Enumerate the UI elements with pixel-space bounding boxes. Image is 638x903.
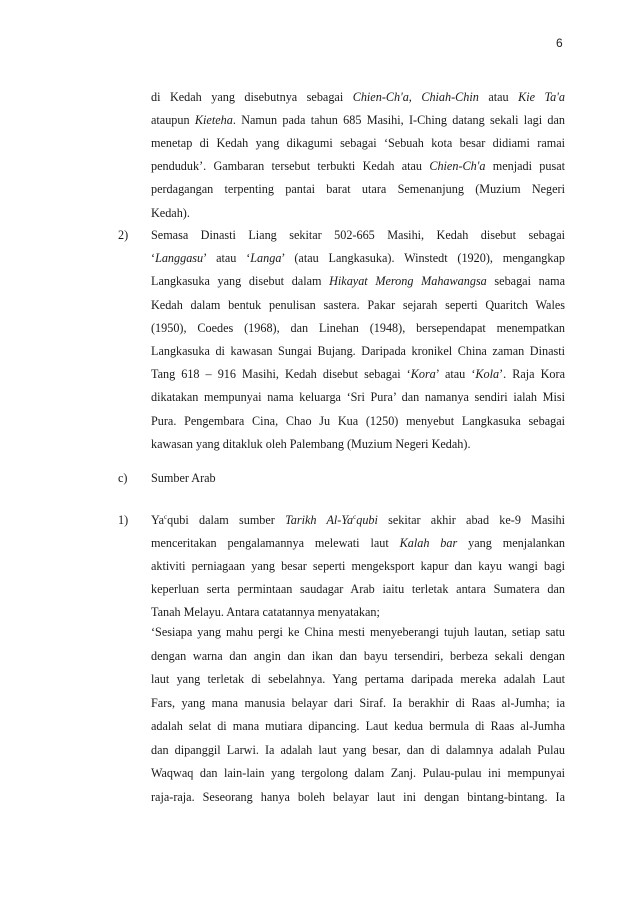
text-line	[151, 558, 565, 574]
italic-term: qubi	[356, 513, 378, 527]
text-span: adalah selat di mana mutiara dipancing. Laut kedua bermula di Raas al-Jumha	[151, 719, 565, 733]
text-line	[151, 624, 565, 640]
text-span: menceritakan pengalamannya melewati laut	[151, 536, 400, 551]
text-span: Fars, yang mana manusia belayar dari Siraf. Ia berakhir di Raas al-Jumha; ia	[151, 695, 565, 710]
italic-term: Chien-Ch'a, Chiah-Chin	[352, 90, 479, 104]
italic-term: Kora	[410, 367, 436, 382]
text-line	[151, 320, 565, 336]
text-line	[151, 436, 565, 452]
text-span: atau	[478, 90, 519, 104]
text-line	[151, 112, 565, 128]
text-span: Ya	[151, 513, 164, 527]
text-line	[151, 135, 565, 151]
text-span: raja-raja. Seseorang hanya boleh belayar laut ini dengan bintang-bintang. Ia	[151, 789, 565, 804]
text-span: . Namun pada tahun 685 Masihi, I-Ching datang sekali lagi dan	[232, 113, 566, 128]
text-span: yang menjalankan	[457, 536, 565, 551]
text-line	[151, 343, 565, 359]
superscript: c	[353, 513, 357, 521]
italic-term: Tarikh Al-Ya	[285, 513, 354, 527]
text-span: Kedah).	[151, 205, 190, 220]
text-span: ataupun	[151, 113, 195, 128]
text-span: ’. Raja Kora	[499, 367, 565, 382]
text-span: sebagai nama	[486, 274, 565, 289]
text-span: ’ atau ‘	[203, 251, 251, 266]
text-line	[151, 671, 565, 687]
text-span: menjadi pusat	[485, 159, 566, 174]
text-line	[151, 250, 565, 266]
text-span: Kedah dalam bentuk penulisan sastera. Pakar sejarah seperti Quaritch Wales	[151, 297, 565, 312]
text-span: Tang 618 – 916 Masihi, Kedah disebut sebagai ‘	[151, 367, 411, 382]
text-line	[151, 227, 565, 243]
text-line	[151, 512, 565, 528]
text-span: perdagangan terpenting pantai barat utara Semenanjung (Muzium Negeri	[151, 182, 565, 197]
text-line	[151, 765, 565, 781]
text-span: sekitar akhir abad ke-9 Masihi	[377, 513, 566, 527]
text-line	[151, 413, 565, 429]
text-span: Semasa Dinasti Liang sekitar 502-665 Masihi, Kedah disebut sebagai	[151, 228, 565, 242]
item-marker-2: 2)	[118, 228, 129, 242]
text-span: Langkasuka di kawasan Sungai Bujang. Daripada kronikel China zaman Dinasti	[151, 344, 565, 358]
text-span: Tanah Melayu. Antara catatannya menyatakan;	[151, 605, 380, 620]
text-line	[151, 366, 565, 382]
text-line	[151, 742, 565, 758]
italic-term: Chien-Ch'a	[429, 159, 486, 174]
text-line	[151, 181, 565, 197]
superscript: c	[164, 513, 168, 521]
text-span: laut yang terletak di sebelahnya. Yang pertama daripada mereka adalah Laut	[151, 672, 565, 686]
page-number: 6	[556, 36, 563, 50]
italic-term: Hikayat Merong Mahawangsa	[329, 274, 487, 289]
italic-term: Langgasu	[155, 251, 204, 266]
text-line	[151, 389, 565, 405]
text-span: ‘	[151, 251, 156, 266]
text-span: dan dipanggil Larwi. Ia adalah laut yang besar, dan di dalamnya adalah Pulau	[151, 742, 565, 757]
text-line	[151, 89, 565, 105]
text-span: ’ (atau Langkasuka). Winstedt (1920), mengangkap	[281, 251, 565, 266]
text-line	[151, 297, 565, 313]
italic-term: Kalah bar	[399, 536, 458, 551]
text-span: Waqwaq dan lain-lain yang tergolong dalam Zanj. Pulau-pulau ini mempunyai	[151, 766, 565, 780]
text-span: menetap di Kedah yang dikagumi sebagai ‘Sebuah kota besar didiami ramai	[151, 136, 565, 151]
text-line	[151, 581, 565, 597]
text-span: keperluan serta permintaan saudagar Arab iaitu terletak antara Sumatera dan	[151, 582, 565, 597]
italic-term: Kie Ta'a	[518, 90, 565, 104]
text-line	[151, 205, 565, 221]
text-span: penduduk’. Gambaran tersebut terbukti Kedah atau	[151, 159, 430, 174]
text-line	[151, 604, 565, 620]
text-span: (1950), Coedes (1968), dan Linehan (1948), bersependapat menempatkan	[151, 320, 565, 335]
text-span: dengan warna dan angin dan ikan dan bayu tersendiri, berbeza sekali dengan	[151, 648, 565, 663]
text-line	[151, 648, 565, 664]
italic-term: Kola	[475, 367, 500, 382]
italic-term: Kieteha	[194, 113, 233, 128]
text-line	[151, 273, 565, 289]
text-span: dikatakan mempunyai nama keluarga ‘Sri Pura’ dan namanya sendiri ialah Misi	[151, 390, 565, 405]
text-span: kawasan yang ditakluk oleh Palembang (Muzium Negeri Kedah).	[151, 436, 471, 451]
text-span: Langkasuka yang disebut dalam	[151, 274, 330, 289]
text-span: aktiviti perniagaan yang besar seperti mengeksport kapur dan kayu wangi bagi	[151, 559, 565, 574]
section-heading-sumber-arab: Sumber Arab	[151, 471, 216, 485]
text-span: qubi dalam sumber	[167, 513, 286, 527]
text-span: ‘Sesiapa yang mahu pergi ke China mesti menyeberangi tujuh lautan, setiap satu	[151, 625, 565, 639]
item-marker-1: 1)	[118, 513, 129, 527]
text-span: ’ atau ‘	[435, 367, 476, 382]
text-line	[151, 535, 565, 551]
section-marker-c: c)	[118, 471, 128, 485]
text-span: Pura. Pengembara Cina, Chao Ju Kua (1250) menyebut Langkasuka sebagai	[151, 413, 565, 428]
italic-term: Langa	[250, 251, 282, 266]
text-line	[151, 695, 565, 711]
text-line	[151, 158, 565, 174]
text-span: di Kedah yang disebutnya sebagai	[151, 90, 353, 104]
text-line	[151, 789, 565, 805]
text-line	[151, 718, 565, 734]
